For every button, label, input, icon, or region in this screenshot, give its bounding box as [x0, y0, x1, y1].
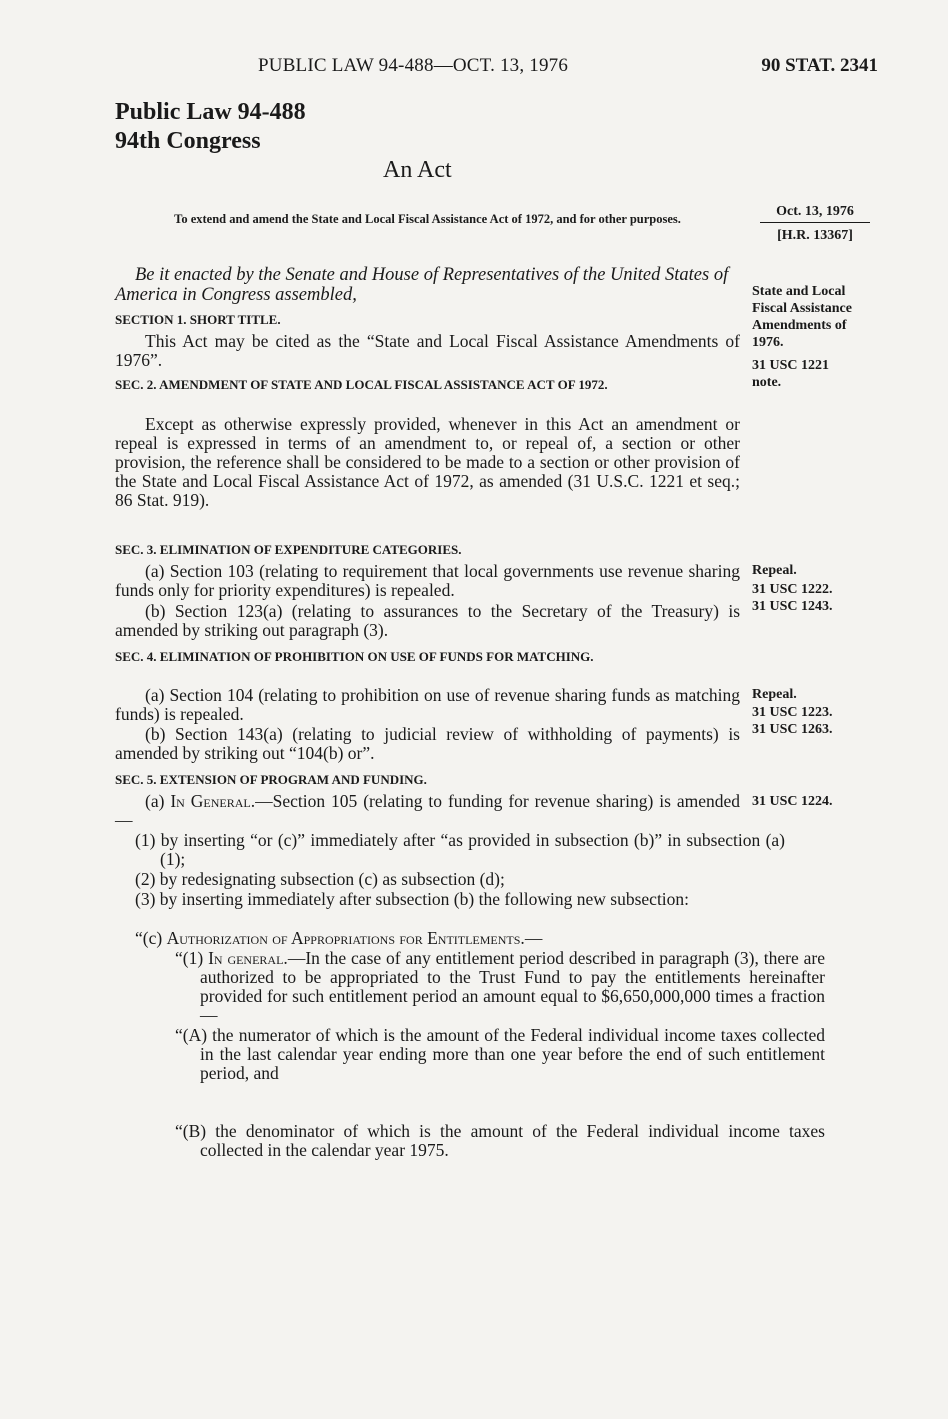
subsection-c-1 [115, 949, 825, 1025]
margin-date: Oct. 13, 1976 [760, 204, 870, 223]
section-5-a [115, 792, 740, 830]
subsection-c-heading [115, 929, 760, 948]
act-title: An Act [383, 157, 452, 183]
subsection-c-1-caption: In general. [208, 948, 288, 968]
section-2-heading: SEC. 2. AMENDMENT OF STATE AND LOCAL FISCAL ASSISTANCE ACT OF 1972. [115, 377, 608, 392]
subsection-c-caption: Authorization of Appropriations for Entitlements. [166, 928, 525, 948]
section-3-heading: SEC. 3. ELIMINATION OF EXPENDITURE CATEGORIES. [115, 542, 462, 557]
subsection-c-dash: — [524, 928, 543, 948]
subsection-c-1-label: “(1) [175, 948, 209, 968]
margin-sec4-cite-2: 31 USC 1263. [752, 722, 833, 737]
section-5-paragraph-3: (3) by inserting immediately after subsection (b) the following new subsection: [135, 889, 690, 909]
margin-sec5-cite: 31 USC 1224. [752, 794, 833, 809]
public-law-number: Public Law 94-488 [115, 99, 306, 125]
running-header: PUBLIC LAW 94-488—OCT. 13, 1976 [258, 55, 569, 76]
margin-sec4-repeal: Repeal. [752, 687, 797, 702]
enacting-clause: Be it enacted by the Senate and House of Representatives of the United States of America in Congress assembled, [115, 265, 729, 305]
subparagraph-A: “(A) the numerator of which is the amount of the Federal individual income taxes collected in the last calendar year ending more than one year before the end of such entitlement period, and [175, 1025, 825, 1083]
subsection-c-1-text: —In the case of any entitlement period described in paragraph (3), there are authorized to be appropriated to the Trust Fund to pay the entitlements hereinafter provided for such entitlement period an amount equal to $6,650,000,000 times a fraction— [200, 948, 825, 1025]
law-title-block [115, 98, 306, 156]
section-3-a: (a) Section 103 (relating to requirement that local governments use revenue sharing funds only for priority expenditures) is repealed. [115, 561, 740, 600]
section-3-b: (b) Section 123(a) (relating to assurances to the Secretary of the Treasury) is amended by striking out paragraph (3). [115, 601, 740, 640]
section-4-b: (b) Section 143(a) (relating to judicial review of withholding of payments) is amended by striking out “104(b) or”. [115, 724, 740, 763]
section-5-a-text: —Section 105 (relating to funding for revenue sharing) is amended— [115, 791, 740, 830]
subsection-c-label: “(c) [135, 928, 167, 948]
section-2-text: Except as otherwise expressly provided, whenever in this Act an amendment or repeal is expressed in terms of an amendment to, or repeal of, a section or other provision, the reference shall be considered to be made to a section or other provision of the State and Local Fiscal Assistance Act of 1972, as amended (31 U.S.C. 1221 et seq.; 86 Stat. 919). [115, 414, 740, 510]
margin-date-block [760, 204, 870, 244]
stat-page-number: 90 STAT. 2341 [761, 55, 878, 76]
margin-short-title: State and Local Fiscal Assistance Amendments of 1976. [752, 284, 852, 350]
margin-bill-number: [H.R. 13367] [777, 228, 853, 243]
section-4-a: (a) Section 104 (relating to prohibition on use of revenue sharing funds as matching funds) is repealed. [115, 685, 740, 724]
section-5-a-label: (a) [145, 791, 171, 811]
margin-sec3-cite-1: 31 USC 1222. [752, 582, 833, 597]
subparagraph-B: “(B) the denominator of which is the amount of the Federal individual income taxes collected in the calendar year 1975. [175, 1121, 825, 1160]
congress-number: 94th Congress [115, 128, 261, 154]
section-1-text: This Act may be cited as the “State and Local Fiscal Assistance Amendments of 1976”. [115, 331, 740, 370]
margin-short-title-cite: 31 USC 1221 note. [752, 358, 830, 390]
margin-sec4-cite-1: 31 USC 1223. [752, 705, 833, 720]
act-purpose: To extend and amend the State and Local Fiscal Assistance Act of 1972, and for other purposes. [174, 212, 681, 226]
section-5-a-caption: In General. [170, 791, 256, 811]
margin-sec3-cite-2: 31 USC 1243. [752, 599, 833, 614]
section-4-heading: SEC. 4. ELIMINATION OF PROHIBITION ON USE OF FUNDS FOR MATCHING. [115, 649, 594, 664]
margin-sec3-repeal: Repeal. [752, 563, 797, 578]
section-5-paragraph-2: (2) by redesignating subsection (c) as subsection (d); [135, 869, 505, 889]
section-1-heading: SECTION 1. SHORT TITLE. [115, 312, 281, 327]
section-5-heading: SEC. 5. EXTENSION OF PROGRAM AND FUNDING. [115, 772, 427, 787]
section-5-paragraph-1: (1) by inserting “or (c)” immediately after “as provided in subsection (b)” in subsection (a)(1); [135, 830, 785, 869]
